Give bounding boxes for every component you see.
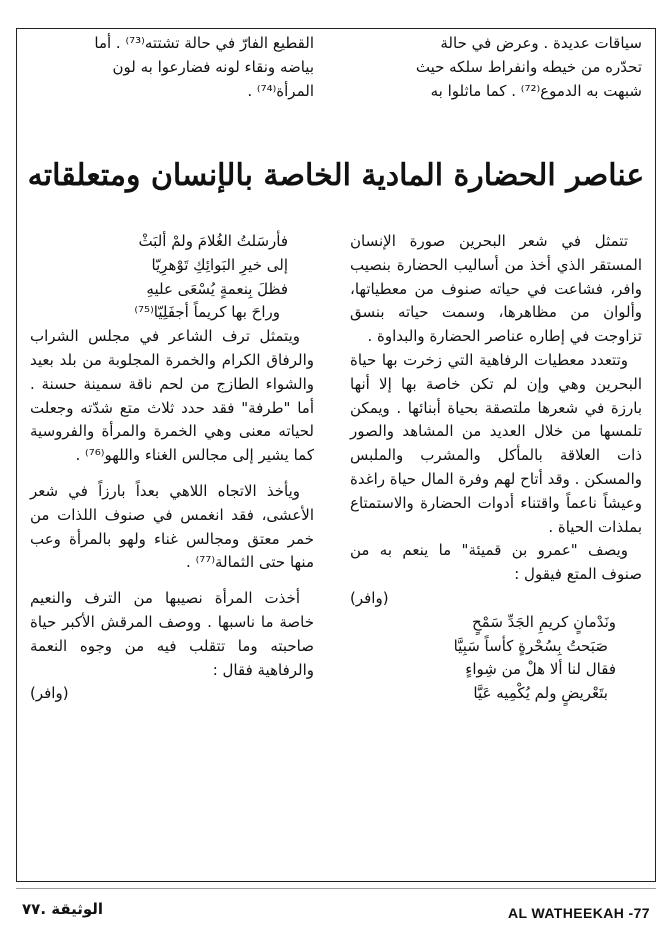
text-line: تحدّره من خيطه وانفراط سلكه حيث	[415, 57, 642, 76]
poem-line: وراحَ بها كريماً أجفَلِيّا⁽⁷⁵⁾	[134, 303, 280, 322]
poem-line: صَبَحتُ بِسُحْرةٍ كأساً سَبِيَّا	[453, 636, 608, 655]
footer-page-arabic: الوثيقة .٧٧	[22, 900, 104, 918]
top-left-column	[30, 32, 314, 103]
top-right-column	[350, 32, 642, 103]
poem-meter: (وافر)	[350, 588, 389, 607]
poem-meter: (وافر)	[30, 684, 69, 703]
footer-page-english: AL WATHEEKAH -77	[507, 905, 650, 921]
paragraph: أخذت المرأة نصيبها من الترف والنعيم خاصة ما ناسبها . ووصف المرقش الأكبر حياة صاحبته وما تتقلب فيه من وجوه النعمة والرفاهية فقال :	[30, 589, 314, 679]
paragraph: ويأخذ الاتجاه اللاهي بعداً بارزاً في شعر الأعشى، فقد انغمس في صنوف اللذات من خمر معتق ومجالس غناء ولهو بالمرأة وعب منها حتى الثمالة⁽⁷⁷⁾ .	[30, 481, 314, 572]
footer-divider	[16, 888, 656, 889]
poem-line: إلى خيرِ البَوائِكِ تَوْهرِيّا	[151, 255, 288, 274]
right-column	[350, 230, 642, 706]
paragraph: ويتمثل ترف الشاعر في مجلس الشراب والرفاق الكرام والخمرة المجلوبة من بلد بعيد والشواء الطازج من لحم ناقة سمينة حسنة . أما "طرفة" فقد حدد ثلاث متع شدّته وجعلت لحياته معنى وهي الخمرة والمرأة والفروسية كما يشير إلى مجالس الغناء واللهو⁽⁷⁶⁾ .	[30, 327, 314, 465]
text-line: بياضه ونقاء لونه فضارعوا به لون	[112, 57, 314, 76]
paragraph: ويصف "عمرو بن قميئة" ما ينعم به من صنوف المتع فيقول :	[350, 541, 642, 584]
text-line: شبهت به الدموع⁽⁷²⁾ . كما ماثلوا به	[430, 81, 642, 100]
poem-line: فظلَ بِنعمةٍ يُسْعَى عليهِ	[146, 279, 288, 298]
poem-line: بتَعْريضٍ ولم يُكْمِيه عَيَّا	[473, 684, 608, 703]
paragraph: وتتعدد معطيات الرفاهية التي زخرت بها حياة البحرين وهي وإن لم تكن خاصة بها إلا أنها بارزة في شعرها ملتصقة بحياة أبنائها . ويمكن تلمسها من خلال العديد من المشاهد والصور ذات العلاقة بالمأكل والمشرب والملبس والمسكن . وقد أتاح لهم وفرة المال حياة راغدة وعيشاً ناعماً واقتناء أدوات الحضارة والاستمتاع بملذات الحياة .	[350, 350, 642, 536]
text-line: القطيع الفارّ في حالة تشتته⁽⁷³⁾ . أما	[94, 34, 314, 52]
text-line: المرأة⁽⁷⁴⁾ .	[247, 81, 314, 100]
poem-line: فأرسَلتُ الغُلامَ ولمْ ألبَثْ	[138, 232, 288, 250]
paragraph: تتمثل في شعر البحرين صورة الإنسان المستقر الذي أخذ من أساليب الحضارة بنصيب وافر، فشاعت في حياته صنوف من معطياتها، وألوان من مظاهرها، وسمت حياته بنسق تزاوجت في إطاره عناصر الحضارة والبداوة .	[350, 232, 642, 346]
left-column	[30, 230, 314, 706]
section-title: عناصر الحضارة المادية الخاصة بالإنسان ومتعلقاته	[27, 158, 645, 193]
text-line: سياقات عديدة . وعرض في حالة	[440, 34, 642, 52]
poem-line: ونَدْمانٍ كريمِ الجَدِّ سَمْحٍ	[471, 612, 616, 631]
poem-line: فقال لنا ألا هلْ من شِواءٍ	[465, 660, 616, 679]
